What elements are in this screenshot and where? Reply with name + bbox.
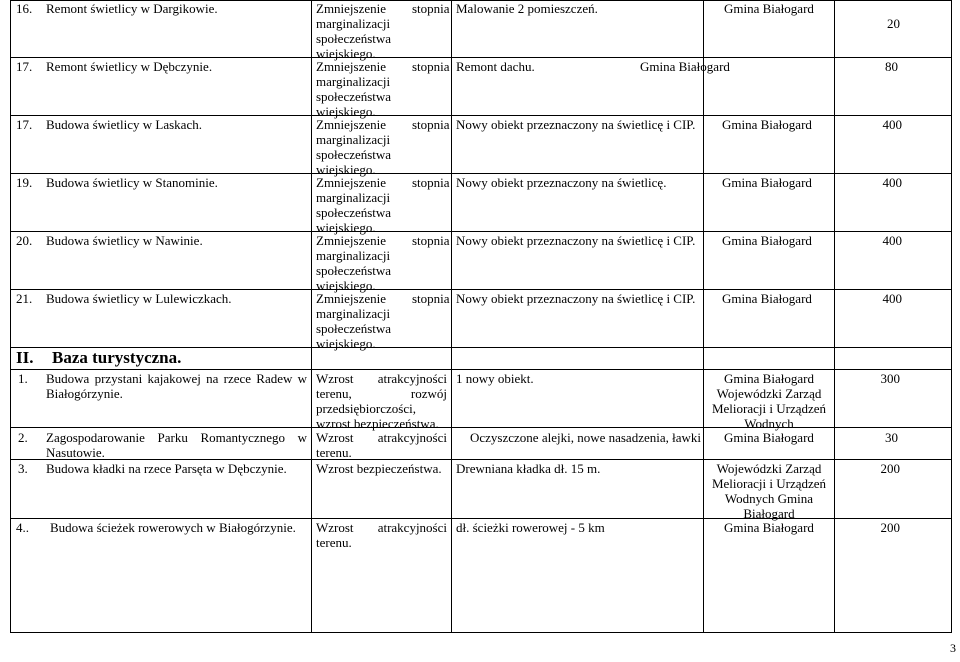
row-goal: Wzrost atrakcyjności terenu. xyxy=(316,520,447,550)
row-number: 17. xyxy=(16,117,33,132)
row-number: 4.. xyxy=(16,520,29,535)
row-effect: 1 nowy obiekt. xyxy=(456,371,534,386)
row-goal: Wzrost atrakcyjności terenu. xyxy=(316,430,447,460)
grid-line xyxy=(951,0,952,632)
row-goal: Zmniejszenie marginalizacji społeczeństwa wiejskiego. xyxy=(316,233,392,293)
row-goal: Wzrost bezpieczeństwa. xyxy=(316,461,442,476)
row-amount: 80 xyxy=(885,59,898,74)
row-goal-word: stopnia xyxy=(412,59,450,74)
row-entity: Gmina Białogard xyxy=(640,59,730,74)
row-amount: 200 xyxy=(880,461,900,476)
row-entity: Gmina Białogard xyxy=(722,233,812,248)
row-amount: 30 xyxy=(885,430,898,445)
row-goal: Wzrost atrakcyjności terenu, rozwój przedsiębiorczości, wzrost bezpieczeństwa. xyxy=(316,371,447,431)
row-effect: Malowanie 2 pomieszczeń. xyxy=(456,1,598,16)
row-goal: Zmniejszenie marginalizacji społeczeństwa wiejskiego. xyxy=(316,291,392,351)
row-entity: Gmina Białogard xyxy=(722,117,812,132)
row-goal-word: stopnia xyxy=(412,1,450,16)
row-title: Budowa świetlicy w Nawinie. xyxy=(46,233,203,248)
row-title: Remont świetlicy w Dargikowie. xyxy=(46,1,218,16)
row-effect: Nowy obiekt przeznaczony na świetlicę. xyxy=(456,175,667,190)
row-goal-word: stopnia xyxy=(412,175,450,190)
row-title: Budowa świetlicy w Stanominie. xyxy=(46,175,218,190)
row-effect: Drewniana kładka dł. 15 m. xyxy=(456,461,601,476)
row-effect: Remont dachu. xyxy=(456,59,535,74)
row-title: Budowa świetlicy w Lulewiczkach. xyxy=(46,291,232,306)
row-title: Zagospodarowanie Parku Romantycznego w Nasutowie. xyxy=(46,430,307,460)
row-goal: Zmniejszenie marginalizacji społeczeństwa wiejskiego. xyxy=(316,175,392,235)
row-goal-word: stopnia xyxy=(412,117,450,132)
row-goal: Zmniejszenie marginalizacji społeczeństwa wiejskiego. xyxy=(316,1,392,61)
section-title: Baza turystyczna. xyxy=(52,348,182,367)
row-number: 19. xyxy=(16,175,33,190)
row-amount: 400 xyxy=(882,117,902,132)
grid-line xyxy=(10,173,952,174)
row-title: Budowa świetlicy w Laskach. xyxy=(46,117,202,132)
row-effect: Oczyszczone alejki, nowe nasadzenia, ławki xyxy=(470,430,702,445)
row-effect: Nowy obiekt przeznaczony na świetlicę i CIP. xyxy=(456,291,696,306)
grid-line xyxy=(703,0,704,632)
row-number: 1. xyxy=(18,371,28,386)
row-goal: Zmniejszenie marginalizacji społeczeństwa wiejskiego. xyxy=(316,117,392,177)
grid-line xyxy=(10,289,952,290)
row-entity: Gmina Białogard xyxy=(724,520,814,535)
row-effect: dł. ścieżki rowerowej - 5 km xyxy=(456,520,605,535)
row-number: 21. xyxy=(16,291,33,306)
grid-line xyxy=(10,632,952,633)
row-number: 16. xyxy=(16,1,33,16)
row-goal-word: stopnia xyxy=(412,233,450,248)
row-amount: 300 xyxy=(880,371,900,386)
row-title: Budowa kładki na rzece Parsęta w Dębczynie. xyxy=(46,461,287,476)
grid-line xyxy=(10,369,952,370)
grid-line xyxy=(10,57,952,58)
row-number: 20. xyxy=(16,233,33,248)
row-title: Remont świetlicy w Dębczynie. xyxy=(46,59,213,74)
row-amount: 200 xyxy=(880,520,900,535)
grid-line xyxy=(311,0,312,632)
row-title: Budowa przystani kajakowej na rzece Radew w Białogórzynie. xyxy=(46,371,307,401)
grid-line xyxy=(10,115,952,116)
grid-line xyxy=(10,0,11,632)
row-entity: Gmina Białogard Wojewódzki Zarząd Melioracji i Urządzeń Wodnych xyxy=(711,371,827,431)
row-entity: Gmina Białogard xyxy=(724,1,814,16)
row-amount: 400 xyxy=(882,175,902,190)
row-amount: 400 xyxy=(882,233,902,248)
row-entity: Gmina Białogard xyxy=(722,291,812,306)
row-amount: 20 xyxy=(887,16,900,31)
row-effect: Nowy obiekt przeznaczony na świetlicę i CIP. xyxy=(456,117,696,132)
row-entity: Gmina Białogard xyxy=(722,175,812,190)
row-number: 2. xyxy=(18,430,28,445)
row-entity: Gmina Białogard xyxy=(724,430,814,445)
page-number: 3 xyxy=(950,641,956,655)
row-title: Budowa ścieżek rowerowych w Białogórzynie. xyxy=(50,520,296,535)
grid-line xyxy=(10,231,952,232)
row-number: 17. xyxy=(16,59,33,74)
row-amount: 400 xyxy=(882,291,902,306)
row-number: 3. xyxy=(18,461,28,476)
grid-line xyxy=(834,0,835,632)
row-goal-word: stopnia xyxy=(412,291,450,306)
row-entity: Wojewódzki Zarząd Melioracji i Urządzeń Wodnych Gmina Białogard xyxy=(711,461,827,521)
row-goal: Zmniejszenie marginalizacji społeczeństwa wiejskiego. xyxy=(316,59,392,119)
row-effect: Nowy obiekt przeznaczony na świetlicę i CIP. xyxy=(456,233,696,248)
grid-line xyxy=(451,0,452,632)
section-number: II. xyxy=(16,348,34,367)
